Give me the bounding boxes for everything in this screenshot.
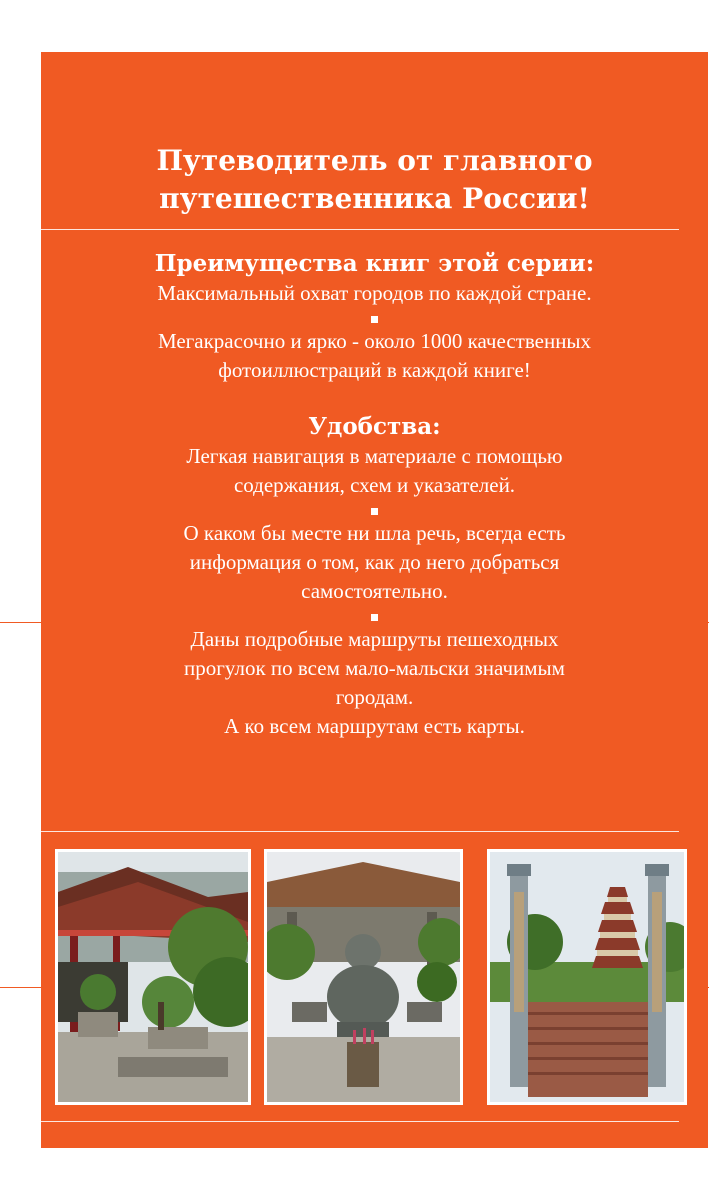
bullet-icon (371, 508, 378, 515)
advantage-item: Максимальный охват городов по каждой стране. (157, 281, 592, 305)
page-title (41, 142, 708, 218)
convenience-item: О каком бы месте ни шла речь, всегда есть (183, 521, 566, 545)
temple-courtyard-photo (55, 849, 251, 1105)
cover-panel (41, 52, 708, 1148)
bullet-icon (371, 316, 378, 323)
title-line: путешественника России! (159, 182, 590, 215)
convenience-item: прогулок по всем мало-мальски значимым (184, 656, 565, 680)
bullet-icon (371, 614, 378, 621)
title-line: Путеводитель от главного (156, 144, 593, 177)
conveniences-section (41, 412, 708, 741)
divider (41, 229, 679, 230)
convenience-item: содержания, схем и указателей. (233, 473, 516, 497)
convenience-item: городам. (335, 685, 414, 709)
advantages-heading: Преимущества книг этой серии: (154, 250, 595, 277)
divider (41, 1121, 679, 1122)
convenience-item: Даны подробные маршруты пешеходных (190, 627, 559, 651)
buddha-statue-photo (264, 849, 463, 1105)
conveniences-heading: Удобства: (308, 413, 441, 440)
convenience-item: А ко всем маршрутам есть карты. (224, 714, 525, 738)
advantages-section (41, 249, 708, 385)
advantage-item: Мегакрасочно и ярко - около 1000 качественных (157, 329, 592, 353)
convenience-item: Легкая навигация в материале с помощью (186, 444, 563, 468)
divider (41, 831, 679, 832)
convenience-item: информация о том, как до него добраться (189, 550, 560, 574)
crop-mark (0, 987, 41, 988)
advantage-item: фотоиллюстраций в каждой книге! (218, 358, 531, 382)
crop-mark (0, 622, 41, 623)
pagoda-photo (487, 849, 687, 1105)
convenience-item: самостоятельно. (301, 579, 448, 603)
